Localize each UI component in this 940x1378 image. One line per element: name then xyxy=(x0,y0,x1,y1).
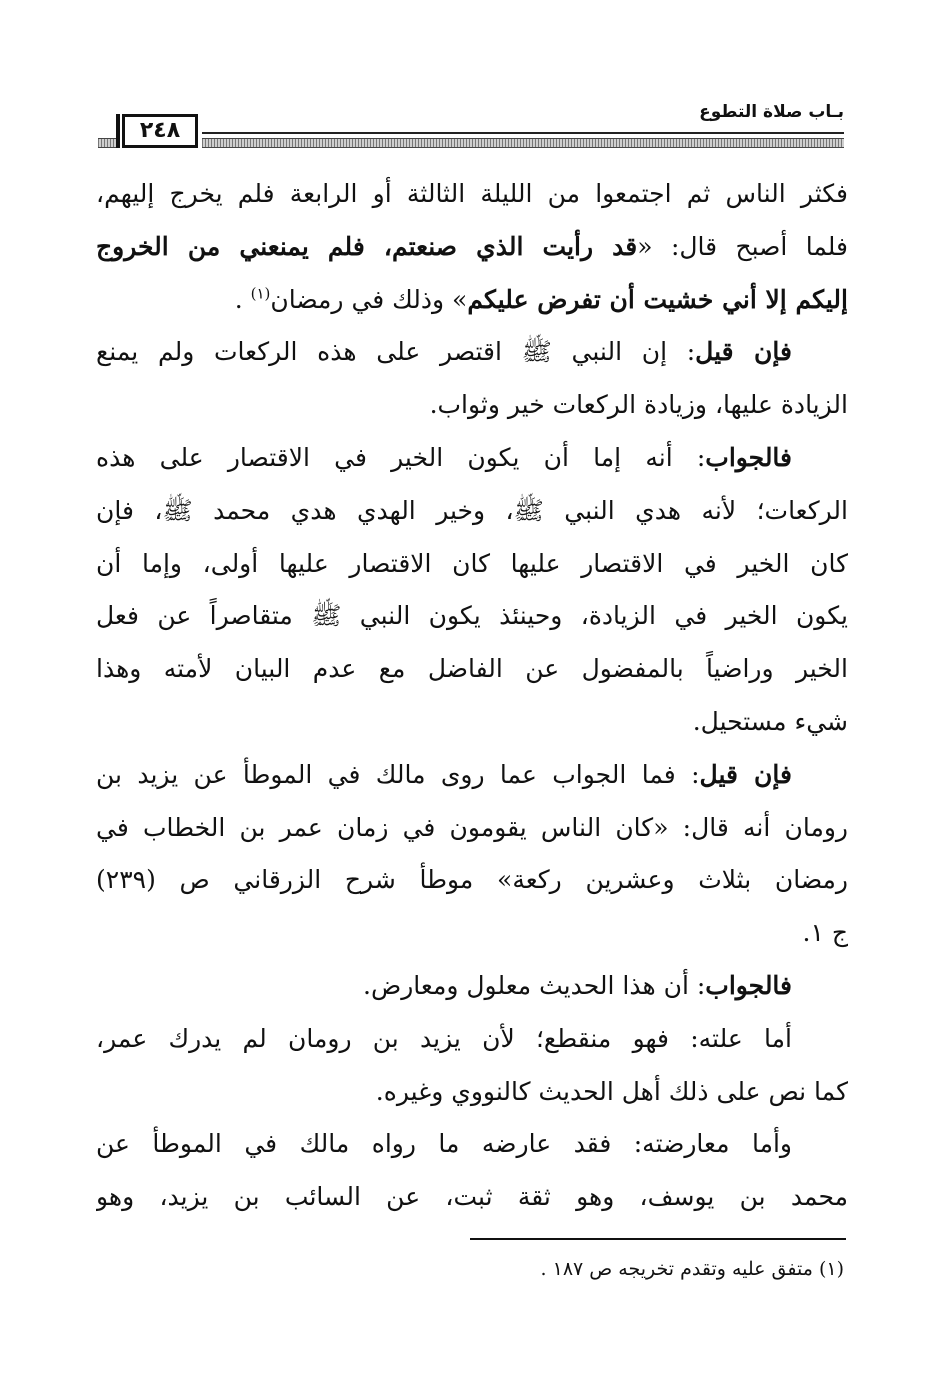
text-span: ج ١. xyxy=(802,918,848,948)
text-span: . xyxy=(234,284,251,314)
text-span: شيء مستحيل. xyxy=(692,706,848,736)
text-span: الخير وراضياً بالمفضول عن الفاضل مع عدم البيان لأمته وهذا xyxy=(96,654,848,684)
text-line xyxy=(96,960,848,1013)
text-line xyxy=(96,590,848,643)
text-span: الركعات؛ لأنه هدي النبي ﷺ، وخير الهدي هدي محمد ﷺ، فإن xyxy=(96,495,848,525)
text-span: وأما معارضته: فقد عارضه ما رواه مالك في الموطأ عن xyxy=(96,1129,792,1159)
text-line xyxy=(96,1171,848,1224)
text-span: كما نص على ذلك أهل الحديث كالنووي وغيره. xyxy=(375,1076,848,1106)
text-line xyxy=(96,643,848,696)
text-line xyxy=(96,432,848,485)
text-span: محمد بن يوسف، وهو ثقة ثبت، عن السائب بن يزيد، وهو xyxy=(96,1182,848,1212)
text-line xyxy=(96,696,848,749)
text-span: الزيادة عليها، وزيادة الركعات خير وثواب. xyxy=(429,390,848,420)
text-line xyxy=(96,221,848,274)
bold-text: قد رأيت الذي صنعتم، فلم يمنعني من الخروج xyxy=(96,231,638,261)
page-number: ٢٤٨ xyxy=(122,114,198,148)
text-span: رومان أنه قال: «كان الناس يقومون في زمان عمر بن الخطاب في xyxy=(96,812,848,842)
text-line xyxy=(96,326,848,379)
chapter-title: بـاب صلاة التطوع xyxy=(699,102,844,122)
footnote: (١) متفق عليه وتقدم تخريجه ص ١٨٧ . xyxy=(540,1258,844,1280)
text-span: كان الخير في الاقتصار عليها كان الاقتصار عليها أولى، وإما أن xyxy=(96,548,848,578)
footnote-ref: (١) xyxy=(250,284,271,303)
text-line xyxy=(96,1118,848,1171)
header-rule xyxy=(202,132,844,134)
text-span: : إن النبي ﷺ اقتصر على هذه الركعات ولم يمنع xyxy=(96,337,696,367)
text-line xyxy=(96,802,848,855)
text-line xyxy=(96,1066,848,1119)
page-number-edge xyxy=(116,114,120,148)
header-ornament-band-left xyxy=(98,138,116,148)
text-span: : فما الجواب عما روى مالك في الموطأ عن يزيد بن xyxy=(96,759,700,789)
text-line xyxy=(96,168,848,221)
bold-text: إليكم إلا أني خشيت أن تفرض عليكم xyxy=(467,284,848,314)
footnote-separator xyxy=(470,1238,846,1240)
text-span: » وذلك في رمضان xyxy=(270,284,468,314)
bold-text: فإن قيل xyxy=(699,759,792,789)
text-line xyxy=(96,1013,848,1066)
text-line xyxy=(96,274,848,327)
bold-text: فإن قيل xyxy=(695,337,792,367)
text-line xyxy=(96,379,848,432)
bold-text: فالجواب xyxy=(705,442,792,472)
text-span: أما علته: فهو منقطع؛ لأن يزيد بن رومان لم يدرك عمر، xyxy=(96,1023,792,1053)
text-span: : أن هذا الحديث معلول ومعارض. xyxy=(363,970,706,1000)
text-line xyxy=(96,907,848,960)
text-span: فكثر الناس ثم اجتمعوا من الليلة الثالثة أو الرابعة فلم يخرج إليهم، xyxy=(96,179,848,208)
text-line xyxy=(96,854,848,907)
text-span: : أنه إما أن يكون الخير في الاقتصار على هذه xyxy=(96,442,706,472)
text-line xyxy=(96,485,848,538)
bold-text: فالجواب xyxy=(705,970,792,1000)
text-span: يكون الخير في الزيادة، وحينئذ يكون النبي ﷺ متقاصراً عن فعل xyxy=(96,601,848,631)
page-header xyxy=(98,98,844,154)
text-line xyxy=(96,749,848,802)
header-ornament-band xyxy=(202,138,844,148)
text-span: رمضان بثلاث وعشرين ركعة» موطأ شرح الزرقاني ص (٢٣٩) xyxy=(96,865,848,895)
body-text xyxy=(96,168,848,1224)
text-span: فلما أصبح قال: « xyxy=(637,231,848,261)
text-line xyxy=(96,538,848,591)
